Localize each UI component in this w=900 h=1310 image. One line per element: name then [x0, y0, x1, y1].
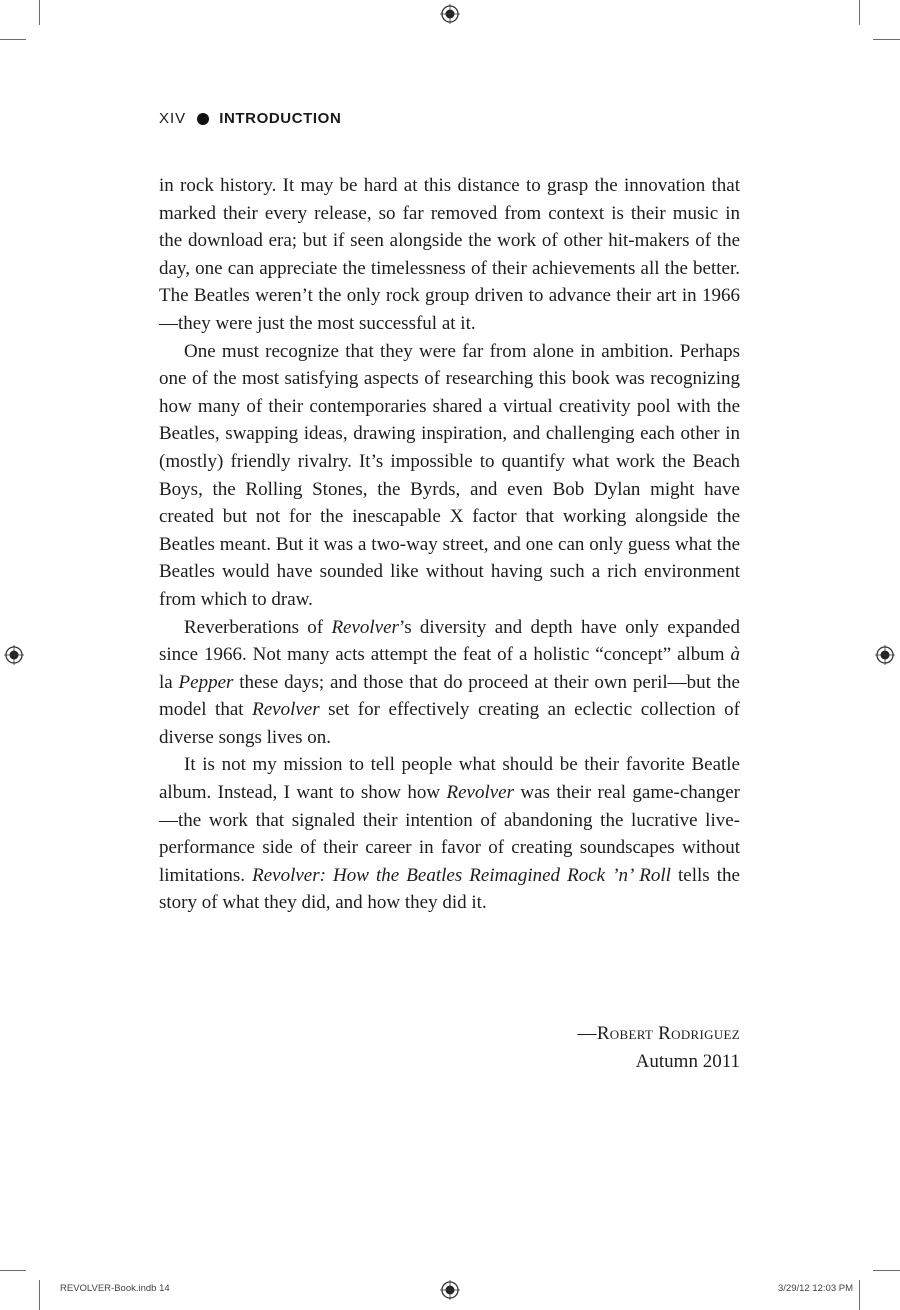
- registration-mark-icon: [440, 1280, 460, 1300]
- book-title: Revolver: How the Beatles Reimagined Rock ’n’ Roll: [252, 864, 671, 886]
- album-title: Pepper: [178, 671, 234, 693]
- text-run: Reverberations of: [184, 616, 332, 638]
- text-run: ’s diversity and depth have only expanded since 1966. Not many acts attempt the feat of a holistic “concept” album: [159, 616, 740, 666]
- text-run: was their real game-changer—the work that signaled their intention of abandoning the lucrative live-performance side of their career in favor of creating soundscapes without limitations.: [159, 782, 741, 886]
- crop-mark-bottom-right-horizontal: [873, 1270, 900, 1271]
- registration-mark-icon: [875, 645, 895, 665]
- crop-mark-bottom-left-vertical: [39, 1280, 40, 1310]
- slug-filename: REVOLVER-Book.indb 14: [60, 1283, 170, 1294]
- section-title: INTRODUCTION: [219, 110, 342, 127]
- page-number: XIV: [159, 110, 187, 127]
- crop-mark-bottom-right-vertical: [859, 1280, 860, 1310]
- signature-block: [578, 1020, 740, 1076]
- album-title: Revolver: [446, 782, 514, 804]
- paragraph-1: in rock history. It may be hard at this distance to grasp the innovation that marked their every release, so far removed from context is their music in the download era; but if seen alongside the work of other hit-makers of the day, one can appreciate the timelessness of their achievements all the better. The Beatles weren’t the only rock group driven to advance their art in 1966—they were just the most successful at it.: [159, 175, 740, 334]
- author-signature: —Robert Rodriguez: [577, 1023, 740, 1044]
- paragraph-4: [159, 751, 740, 917]
- crop-mark-top-right-vertical: [859, 0, 860, 25]
- text-run: It is not my mission to tell people what should be their favorite Beatle album. Instead, I want to show how: [159, 754, 740, 804]
- bullet-icon: [197, 113, 209, 125]
- crop-mark-top-left-vertical: [39, 0, 40, 25]
- running-head: [159, 110, 341, 127]
- text-run: set for effectively creating an eclectic collection of diverse songs lives on.: [159, 699, 740, 748]
- album-title: Revolver: [331, 616, 399, 638]
- registration-mark-icon: [4, 645, 24, 665]
- paragraph-2: One must recognize that they were far from alone in ambition. Perhaps one of the most satisfying aspects of researching this book was recognizing how many of their contemporaries shared a virtual creativity pool with the Beatles, swapping ideas, drawing inspiration, and challenging each other in (mostly) friendly rivalry. It’s impossible to quantify what work the Beach Boys, the Rolling Stones, the Byrds, and even Bob Dylan might have created but not for the inescapable X factor that working alongside the Beatles meant. But it was a two-way street, and one can only guess what the Beatles would have sounded like without having such a rich environment from which to draw.: [159, 340, 740, 610]
- italic-word: à: [730, 644, 740, 666]
- crop-mark-top-left-horizontal: [0, 39, 26, 40]
- signature-date: Autumn 2011: [635, 1051, 740, 1072]
- crop-mark-bottom-left-horizontal: [0, 1270, 26, 1271]
- registration-mark-icon: [440, 4, 460, 24]
- slug-datetime: 3/29/12 12:03 PM: [778, 1283, 853, 1294]
- paragraph-3: [159, 614, 740, 752]
- text-run: these days; and those that do proceed at their own peril—but the model that: [159, 671, 740, 721]
- text-run: la: [159, 671, 179, 693]
- album-title: Revolver: [252, 699, 320, 721]
- crop-mark-top-right-horizontal: [873, 39, 900, 40]
- body-text: [159, 172, 740, 917]
- text-run: tells the story of what they did, and how they did it.: [159, 864, 740, 914]
